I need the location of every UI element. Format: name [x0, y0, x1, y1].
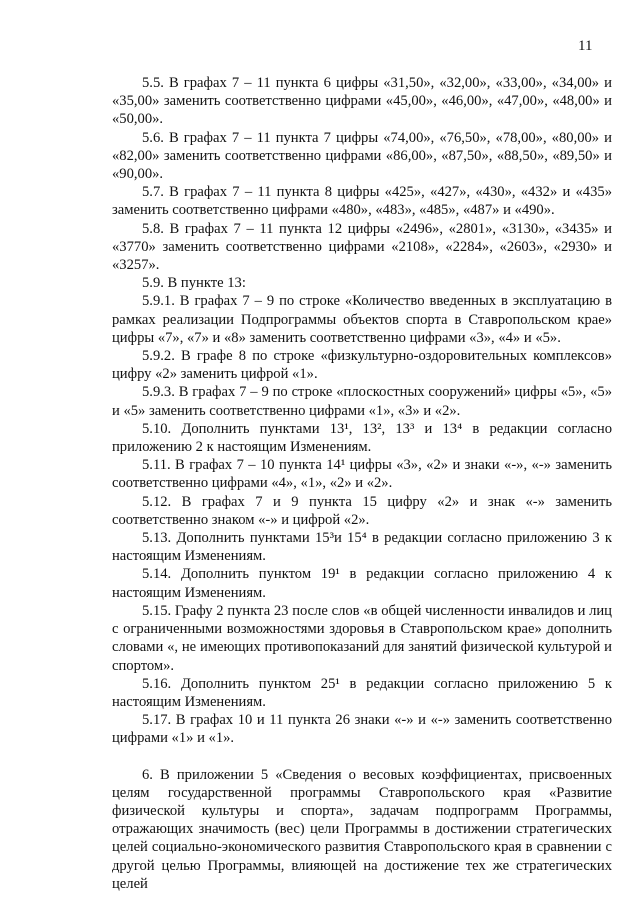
paragraph-5-16: 5.16. Дополнить пунктом 25¹ в редакции согласно приложению 5 к настоящим Изменениям. [112, 675, 612, 710]
paragraph-5-5: 5.5. В графах 7 – 11 пункта 6 цифры «31,50», «32,00», «33,00», «34,00» и «35,00» заменить соответственно цифрами «45,00», «46,00», «47,00», «48,00» и «50,00». [112, 75, 612, 128]
paragraph-5-11: 5.11. В графах 7 – 10 пункта 14¹ цифры «3», «2» и знаки «-», «-» заменить соответственно цифрами «4», «1», «2» и «2». [112, 457, 612, 492]
paragraph-5-8: 5.8. В графах 7 – 11 пункта 12 цифры «2496», «2801», «3130», «3435» и «3770» заменить соответственно цифрами «2108», «2284», «2603», «2930» и «3257». [112, 220, 612, 274]
paragraph-5-9-2: 5.9.2. В графе 8 по строке «физкультурно-оздоровительных комплексов» цифру «2» заменить цифрой «1». [112, 348, 612, 383]
page-number: 11 [578, 38, 593, 54]
paragraph-6: 6. В приложении 5 «Сведения о весовых коэффициентах, присвоенных целям государственной программы Ставропольского края «Развитие физической культуры и спорта», задачам подпрограмм Программы, отражающих значимость (вес) цели Программы в достижении стратегических целей социально-экономического развития Ставропольского края в сравнении с другой целью Программы, влияющей на достижение тех же стратегических целей [112, 766, 612, 892]
paragraph-5-13: 5.13. Дополнить пунктами 15³и 15⁴ в редакции согласно приложению 3 к настоящим Изменениям. [112, 530, 612, 565]
paragraph-5-9-1: 5.9.1. В графах 7 – 9 по строке «Количество введенных в эксплуатацию в рамках реализации Подпрограммы объектов спорта в Ставропольском крае» цифры «7», «7» и «8» заменить соответственно цифрами «3», «4» и «5». [112, 293, 612, 346]
document-body [112, 74, 612, 893]
paragraph-5-9: 5.9. В пункте 13: [142, 275, 246, 292]
paragraph-5-12: 5.12. В графах 7 и 9 пункта 15 цифру «2» и знак «-» заменить соответственно знаком «-» и цифрой «2». [112, 493, 612, 528]
paragraph-5-7: 5.7. В графах 7 – 11 пункта 8 цифры «425», «427», «430», «432» и «435» заменить соответственно цифрами «480», «483», «485», «487» и «490». [112, 184, 612, 219]
paragraph-5-10: 5.10. Дополнить пунктами 13¹, 13², 13³ и 13⁴ в редакции согласно приложению 2 к настоящим Изменениям. [112, 420, 612, 456]
paragraph-5-17: 5.17. В графах 10 и 11 пункта 26 знаки «-» и «-» заменить соответственно цифрами «1» и «1». [112, 712, 612, 747]
paragraph-5-14: 5.14. Дополнить пунктом 19¹ в редакции согласно приложению 4 к настоящим Изменениям. [112, 566, 612, 601]
paragraph-5-15: 5.15. Графу 2 пункта 23 после слов «в общей численности инвалидов и лиц с ограниченными возможностями здоровья в Ставропольском крае» дополнить словами «, не имеющих противопоказаний для занятий физической культурой и спортом». [112, 602, 612, 674]
paragraph-5-9-3: 5.9.3. В графах 7 – 9 по строке «плоскостных сооружений» цифры «5», «5» и «5» заменить соответственно цифрами «1», «3» и «2». [112, 384, 612, 419]
paragraph-5-6: 5.6. В графах 7 – 11 пункта 7 цифры «74,00», «76,50», «78,00», «80,00» и «82,00» заменить соответственно цифрами «86,00», «87,50», «88,50», «89,50» и «90,00». [112, 129, 612, 183]
